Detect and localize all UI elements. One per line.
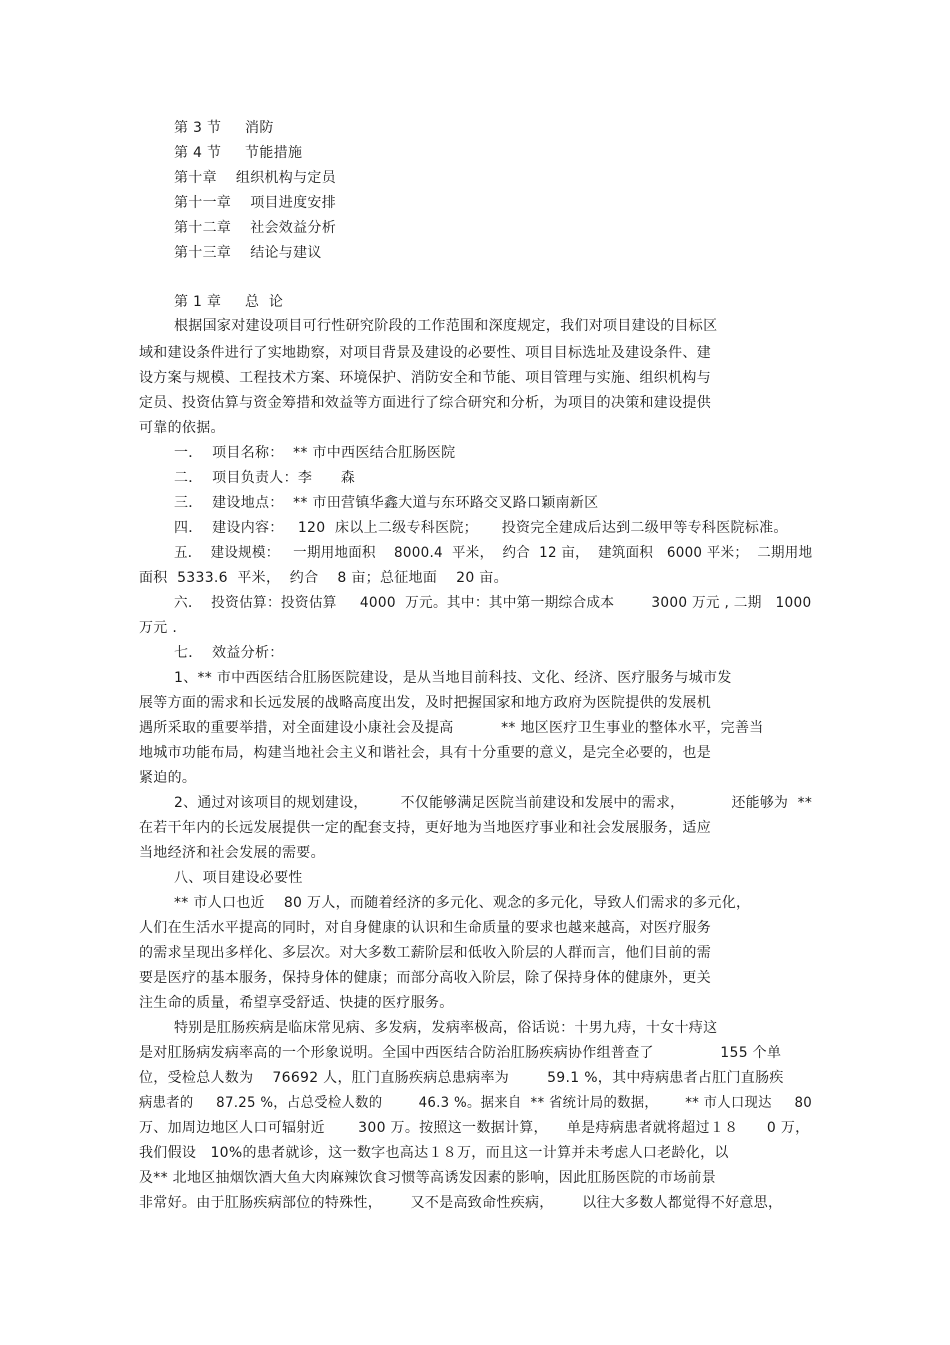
paragraph-line: 注生命的质量，希望享受舒适、快捷的医疗服务。 — [139, 995, 454, 1011]
project-name-item: 一． 项目名称： ** 市中西医结合肛肠医院 — [174, 445, 456, 461]
scale-item-cont: 面积 5333.6 平米， 约合 8 亩；总征地面 20 亩。 — [139, 570, 508, 586]
paragraph-line: 地城市功能布局，构建当地社会主义和谐社会，具有十分重要的意义，是完全必要的，也是 — [139, 745, 711, 761]
chapter-heading: 第 1 章 总 论 — [174, 294, 284, 310]
paragraph-line: 非常好。由于肛肠疾病部位的特殊性， 又不是高致命性疾病， 以往大多数人都觉得不好意思， — [139, 1195, 783, 1211]
paragraph-line: 紧迫的。 — [139, 770, 197, 786]
paragraph-line: 根据国家对建设项目可行性研究阶段的工作范围和深度规定，我们对项目建设的目标区 — [174, 318, 718, 334]
paragraph-line: 及** 北地区抽烟饮酒大鱼大肉麻辣饮食习惯等高诱发因素的影响，因此肛肠医院的市场前景 — [139, 1170, 717, 1186]
paragraph-line: 可靠的依据。 — [139, 420, 225, 436]
paragraph-line: 2、通过对该项目的规划建设， 不仅能够满足医院当前建设和发展中的需求， 还能够为 ** — [174, 795, 813, 811]
paragraph-line: ** 市人口也近 80 万人，而随着经济的多元化、观念的多元化，导致人们需求的多元化， — [174, 895, 751, 911]
paragraph-line: 域和建设条件进行了实地勘察，对项目背景及建设的必要性、项目目标选址及建设条件、建 — [139, 345, 711, 361]
location-item: 三． 建设地点： ** 市田营镇华鑫大道与东环路交叉路口颖南新区 — [174, 495, 599, 511]
paragraph-line: 要是医疗的基本服务，保持身体的健康；而部分高收入阶层，除了保持身体的健康外，更关 — [139, 970, 711, 986]
investment-item: 六． 投资估算：投资估算 4000 万元。其中：其中第一期综合成本 3000 万元 , 二期 1000 — [174, 595, 812, 611]
paragraph-line: 是对肛肠病发病率高的一个形象说明。全国中西医结合防治肛肠疾病协作组普查了 155 个单 — [139, 1045, 782, 1061]
paragraph-line: 设方案与规模、工程技术方案、环境保护、消防安全和节能、项目管理与实施、组织机构与 — [139, 370, 711, 386]
necessity-heading: 八、项目建设必要性 — [174, 870, 303, 886]
paragraph-line: 万、加周边地区人口可辐射近 300 万。按照这一数据计算， 单是痔病患者就将超过１８ 0 万， — [139, 1120, 810, 1136]
paragraph-line: 我们假设 10%的患者就诊，这一数字也高达１８万，而且这一计算并未考虑人口老龄化，以 — [139, 1145, 729, 1161]
paragraph-line: 遇所采取的重要举措，对全面建设小康社会及提高 ** 地区医疗卫生事业的整体水平，完善当 — [139, 720, 764, 736]
paragraph-line: 展等方面的需求和长远发展的战略高度出发，及时把握国家和地方政府为医院提供的发展机 — [139, 695, 711, 711]
investment-item-cont: 万元 . — [139, 620, 178, 636]
paragraph-line: 位，受检总人数为 76692 人，肛门直肠疾病总患病率为 59.1 %，其中痔病患者占肛门直肠疾 — [139, 1070, 784, 1086]
paragraph-line: 特别是肛肠疾病是临床常见病、多发病，发病率极高，俗话说：十男九痔，十女十痔这 — [174, 1020, 718, 1036]
toc-line: 第十三章 结论与建议 — [174, 245, 322, 261]
paragraph-line: 当地经济和社会发展的需要。 — [139, 845, 325, 861]
toc-line: 第 3 节 消防 — [174, 120, 274, 136]
content-item: 四． 建设内容： 120 床以上二级专科医院； 投资完全建成后达到二级甲等专科医院标准。 — [174, 520, 788, 536]
paragraph-line: 人们在生活水平提高的同时，对自身健康的认识和生命质量的要求也越来越高，对医疗服务 — [139, 920, 711, 936]
paragraph-line: 病患者的 87.25 %，占总受检人数的 46.3 %。据来自 ** 省统计局的数据， ** 市人口现达 80 — [139, 1095, 813, 1111]
scale-item: 五． 建设规模： 一期用地面积 8000.4 平米， 约合 12 亩， 建筑面积 6000 平米； 二期用地 — [174, 545, 813, 561]
paragraph-line: 的需求呈现出多样化、多层次。对大多数工薪阶层和低收入阶层的人群而言，他们目前的需 — [139, 945, 711, 961]
paragraph-line: 在若干年内的长远发展提供一定的配套支持，更好地为当地医疗事业和社会发展服务，适应 — [139, 820, 711, 836]
paragraph-line: 定员、投资估算与资金筹措和效益等方面进行了综合研究和分析，为项目的决策和建设提供 — [139, 395, 711, 411]
toc-line: 第 4 节 节能措施 — [174, 145, 303, 161]
benefit-heading: 七． 效益分析： — [174, 645, 284, 661]
project-lead-item: 二． 项目负责人：李 森 — [174, 470, 356, 486]
toc-line: 第十二章 社会效益分析 — [174, 220, 336, 236]
toc-line: 第十章 组织机构与定员 — [174, 170, 336, 186]
toc-line: 第十一章 项目进度安排 — [174, 195, 336, 211]
paragraph-line: 1、** 市中西医结合肛肠医院建设，是从当地目前科技、文化、经济、医疗服务与城市发 — [174, 670, 732, 686]
